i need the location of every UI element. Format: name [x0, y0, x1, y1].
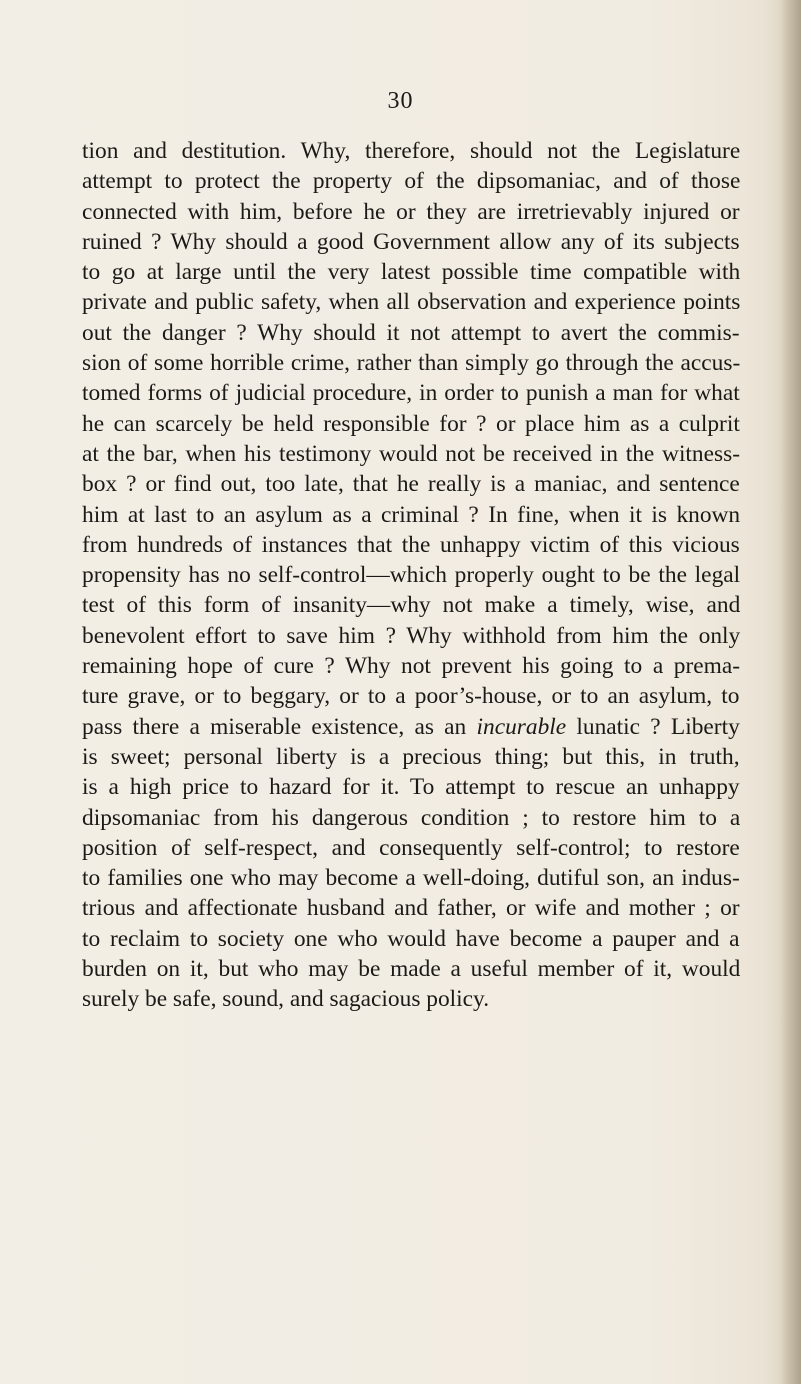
- text-line: [82, 833, 740, 863]
- text-segment: ture grave, or to beggary, or to a poor’s-house, or to an asylum, to: [82, 683, 740, 710]
- text-line: [82, 409, 740, 439]
- text-line: [82, 984, 740, 1014]
- text-segment: remaining hope of cure ? Why not prevent his going to a prema-: [82, 653, 741, 680]
- text-segment: benevolent effort to save him ? Why withhold from him the only: [82, 622, 741, 649]
- text-segment: burden on it, but who may be made a useful member of it, would: [82, 956, 741, 983]
- text-line: [82, 772, 740, 802]
- text-line: [82, 712, 740, 742]
- text-line: [82, 893, 740, 923]
- text-line: [82, 469, 740, 499]
- italic-text-segment: incurable: [476, 713, 567, 740]
- text-segment: position of self-respect, and consequently self-control; to restore: [82, 834, 740, 861]
- text-segment: ruined ? Why should a good Government allow any of its subjects: [82, 228, 740, 255]
- text-line: [82, 197, 740, 227]
- text-segment: to go at large until the very latest possible time compatible with: [82, 259, 741, 286]
- text-line: [82, 439, 740, 469]
- text-line: [82, 803, 740, 833]
- text-line: [82, 500, 740, 530]
- text-line: [82, 560, 740, 590]
- text-segment: is sweet; personal liberty is a precious thing; but this, in truth,: [82, 743, 740, 770]
- text-segment: he can scarcely be held responsible for ? or place him as a culprit: [82, 410, 740, 437]
- text-line: [82, 954, 740, 984]
- text-segment: tomed forms of judicial procedure, in order to punish a man for what: [82, 380, 740, 407]
- text-segment: pass there a miserable existence, as an: [82, 713, 477, 740]
- text-line: [82, 621, 740, 651]
- text-line: [82, 924, 740, 954]
- text-segment: surely be safe, sound, and sagacious policy.: [82, 986, 490, 1013]
- text-segment: at the bar, when his testimony would not be received in the witness-: [82, 440, 741, 467]
- text-line: [82, 742, 740, 772]
- text-line: [82, 166, 740, 196]
- text-segment: tion and destitution. Why, therefore, should not the Legislature: [82, 138, 741, 164]
- text-segment: private and public safety, when all observation and experience points: [82, 289, 741, 316]
- text-segment: dipsomaniac from his dangerous condition ; to restore him to a: [82, 804, 741, 831]
- text-segment: propensity has no self-control—which properly ought to be the legal: [82, 562, 741, 589]
- text-line: [82, 257, 740, 287]
- text-line: [82, 863, 740, 893]
- text-segment: him at last to an asylum as a criminal ? In fine, when it is known: [82, 501, 741, 528]
- text-segment: box ? or find out, too late, that he really is a maniac, and sentence: [82, 471, 740, 498]
- text-segment: trious and affectionate husband and father, or wife and mother ; or: [82, 895, 740, 922]
- text-line: [82, 348, 740, 378]
- text-line: [82, 378, 740, 408]
- text-segment: sion of some horrible crime, rather than simply go through the accus-: [82, 350, 741, 377]
- text-line: [82, 227, 740, 257]
- text-segment: is a high price to hazard for it. To attempt to rescue an unhappy: [82, 774, 740, 801]
- text-segment: connected with him, before he or they are irretrievably injured or: [82, 198, 740, 225]
- text-line: [82, 681, 740, 711]
- text-segment: from hundreds of instances that the unhappy victim of this vicious: [82, 531, 740, 558]
- text-line: [82, 318, 740, 348]
- text-segment: out the danger ? Why should it not attempt to avert the commis-: [82, 319, 740, 346]
- page-binding-edge: [779, 0, 801, 1384]
- text-line: [82, 590, 740, 620]
- text-segment: lunatic ? Liberty: [566, 713, 740, 740]
- text-segment: test of this form of insanity—why not make a timely, wise, and: [82, 592, 741, 619]
- text-line: [82, 651, 740, 681]
- text-line: [82, 136, 740, 166]
- page-number: 30: [387, 88, 414, 114]
- text-segment: attempt to protect the property of the dipsomaniac, and of those: [82, 168, 741, 195]
- text-line: [82, 530, 740, 560]
- text-line: [82, 287, 740, 317]
- body-paragraph: [82, 136, 740, 1015]
- text-segment: to families one who may become a well-doing, dutiful son, an indus-: [82, 865, 740, 892]
- text-segment: to reclaim to society one who would have become a pauper and a: [82, 925, 740, 952]
